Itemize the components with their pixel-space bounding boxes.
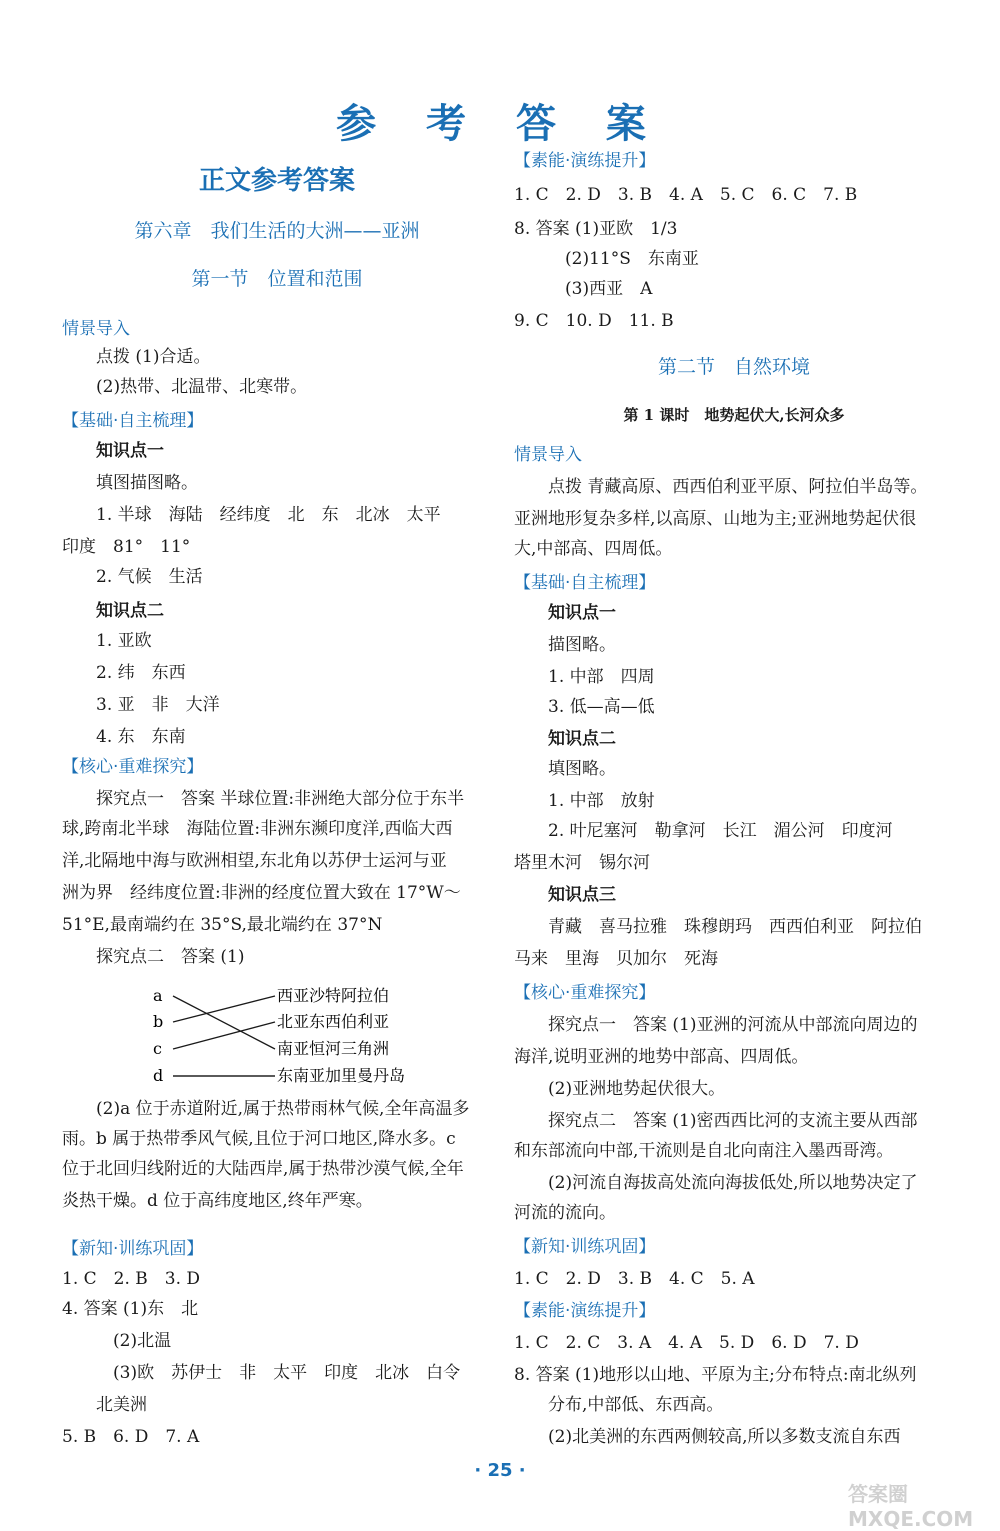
right-line-27: 海洋,说明亚洲的地势中部高、四周低。	[514, 1047, 809, 1067]
left-line-5: (2)热带、北温带、北寒带。	[62, 377, 308, 397]
match-line-a	[173, 996, 275, 1049]
right-line-3: (2)11°S 东南亚	[514, 249, 699, 269]
right-line-2: 8. 答案 (1)亚欧 1/3	[514, 219, 678, 239]
left-line-8: 填图描图略。	[62, 473, 198, 493]
left-line-13: 1. 亚欧	[62, 631, 152, 651]
left-line-7: 知识点一	[62, 441, 164, 461]
right-line-5: 9. C 10. D 11. B	[514, 311, 674, 331]
right-line-6: 第二节 自然环境	[657, 356, 810, 378]
left-line-17: 【核心·重难探究】	[62, 757, 204, 777]
right-line-12: 【基础·自主梳理】	[514, 573, 656, 593]
left-line-36: (2)北温	[62, 1331, 172, 1351]
right-line-38: 分布,中部低、东西高。	[514, 1395, 724, 1415]
page-number: · 25 ·	[474, 1460, 526, 1481]
match-right-4: 东南亚加里曼丹岛	[277, 1066, 406, 1085]
match-right-3: 南亚恒河三角洲	[277, 1039, 390, 1058]
left-line-1: 第六章 我们生活的大洲——亚洲	[134, 220, 420, 242]
left-line-30: 雨。b 属于热带季风气候,且位于河口地区,降水多。c	[62, 1129, 456, 1149]
match-left-d: d	[153, 1066, 164, 1085]
right-line-10: 亚洲地形复杂多样,以高原、山地为主;亚洲地势起伏很	[514, 509, 917, 529]
match-left-a: a	[153, 986, 163, 1005]
right-line-21: 塔里木河 锡尔河	[514, 853, 650, 873]
right-line-31: (2)河流自海拔高处流向海拔低处,所以地势决定了	[514, 1173, 918, 1193]
left-line-0: 正文参考答案	[198, 166, 355, 196]
right-line-34: 1. C 2. D 3. B 4. C 5. A	[514, 1269, 755, 1289]
left-line-22: 51°E,最南端约在 35°S,最北端约在 37°N	[62, 915, 383, 935]
match-right-1: 西亚沙特阿拉伯	[277, 986, 390, 1005]
right-line-24: 马来 里海 贝加尔 死海	[514, 949, 718, 969]
right-line-9: 点拨 青藏高原、西西伯利亚平原、阿拉伯半岛等。	[514, 477, 928, 497]
page-title: 参 考 答 案	[336, 101, 664, 147]
left-line-38: 北美洲	[62, 1395, 147, 1415]
right-line-1: 1. C 2. D 3. B 4. A 5. C 6. C 7. B	[514, 185, 858, 205]
watermark: 答案圈 MXQE.COM	[848, 1482, 974, 1531]
right-line-11: 大,中部高、四周低。	[514, 539, 673, 559]
left-line-12: 知识点二	[62, 601, 164, 621]
right-line-8: 情景导入	[514, 445, 582, 465]
right-line-35: 【素能·演练提升】	[514, 1301, 656, 1321]
right-line-30: 和东部流向中部,干流则是自北向南注入墨西哥湾。	[514, 1141, 894, 1161]
left-line-6: 【基础·自主梳理】	[62, 411, 204, 431]
right-line-28: (2)亚洲地势起伏很大。	[514, 1079, 726, 1099]
match-left-b: b	[153, 1012, 164, 1031]
left-line-37: (3)欧 苏伊士 非 太平 印度 北冰 白令	[62, 1363, 461, 1383]
matching-diagram	[145, 982, 445, 1100]
right-line-14: 描图略。	[514, 635, 616, 655]
right-line-26: 探究点一 答案 (1)亚洲的河流从中部流向周边的	[514, 1015, 918, 1035]
right-line-22: 知识点三	[514, 885, 616, 905]
left-line-15: 3. 亚 非 大洋	[62, 695, 220, 715]
left-line-23: 探究点二 答案 (1)	[62, 947, 245, 967]
match-right-2: 北亚东西伯利亚	[277, 1012, 390, 1031]
right-line-39: (2)北美洲的东西两侧较高,所以多数支流自东西	[514, 1427, 901, 1447]
right-line-36: 1. C 2. C 3. A 4. A 5. D 6. D 7. D	[514, 1333, 859, 1353]
left-line-2: 第一节 位置和范围	[191, 268, 363, 290]
right-line-23: 青藏 喜马拉雅 珠穆朗玛 西西伯利亚 阿拉伯	[514, 917, 922, 937]
right-line-37: 8. 答案 (1)地形以山地、平原为主;分布特点:南北纵列	[514, 1365, 917, 1385]
left-line-29: (2)a 位于赤道附近,属于热带雨林气候,全年高温多	[62, 1099, 470, 1119]
left-line-34: 1. C 2. B 3. D	[62, 1269, 201, 1289]
right-line-0: 【素能·演练提升】	[514, 151, 656, 171]
right-line-25: 【核心·重难探究】	[514, 983, 656, 1003]
left-line-19: 球,跨南北半球 海陆位置:非洲东濒印度洋,西临大西	[62, 819, 453, 839]
left-line-18: 探究点一 答案 半球位置:非洲绝大部分位于东半	[62, 789, 465, 809]
right-line-4: (3)西亚 A	[514, 279, 653, 299]
right-line-29: 探究点二 答案 (1)密西西比河的支流主要从西部	[514, 1111, 918, 1131]
left-line-31: 位于北回归线附近的大陆西岸,属于热带沙漠气候,全年	[62, 1159, 464, 1179]
left-line-9: 1. 半球 海陆 经纬度 北 东 北冰 太平	[62, 505, 441, 525]
left-line-35: 4. 答案 (1)东 北	[62, 1299, 199, 1319]
right-line-18: 填图略。	[514, 759, 616, 779]
right-line-33: 【新知·训练巩固】	[514, 1237, 656, 1257]
right-line-17: 知识点二	[514, 729, 616, 749]
match-line-b	[173, 996, 275, 1022]
left-line-3: 情景导入	[62, 319, 130, 339]
left-line-39: 5. B 6. D 7. A	[62, 1427, 200, 1447]
right-line-16: 3. 低—高—低	[514, 697, 655, 717]
right-line-7: 第 1 课时 地势起伏大,长河众多	[623, 406, 845, 424]
right-line-32: 河流的流向。	[514, 1203, 616, 1223]
left-line-14: 2. 纬 东西	[62, 663, 186, 683]
left-line-11: 2. 气候 生活	[62, 567, 203, 587]
left-line-20: 洋,北隔地中海与欧洲相望,东北角以苏伊士运河与亚	[62, 851, 447, 871]
right-line-19: 1. 中部 放射	[514, 791, 655, 811]
left-line-32: 炎热干燥。d 位于高纬度地区,终年严寒。	[62, 1191, 373, 1211]
left-line-33: 【新知·训练巩固】	[62, 1239, 204, 1259]
left-line-10: 印度 81° 11°	[62, 537, 191, 557]
left-line-21: 洲为界 经纬度位置:非洲的经度位置大致在 17°W～	[62, 883, 461, 903]
match-line-c	[173, 1022, 275, 1049]
right-line-15: 1. 中部 四周	[514, 667, 655, 687]
match-left-c: c	[153, 1039, 162, 1058]
right-line-20: 2. 叶尼塞河 勒拿河 长江 湄公河 印度河	[514, 821, 893, 841]
right-line-13: 知识点一	[514, 603, 616, 623]
left-line-4: 点拨 (1)合适。	[62, 347, 211, 367]
left-line-16: 4. 东 东南	[62, 727, 186, 747]
